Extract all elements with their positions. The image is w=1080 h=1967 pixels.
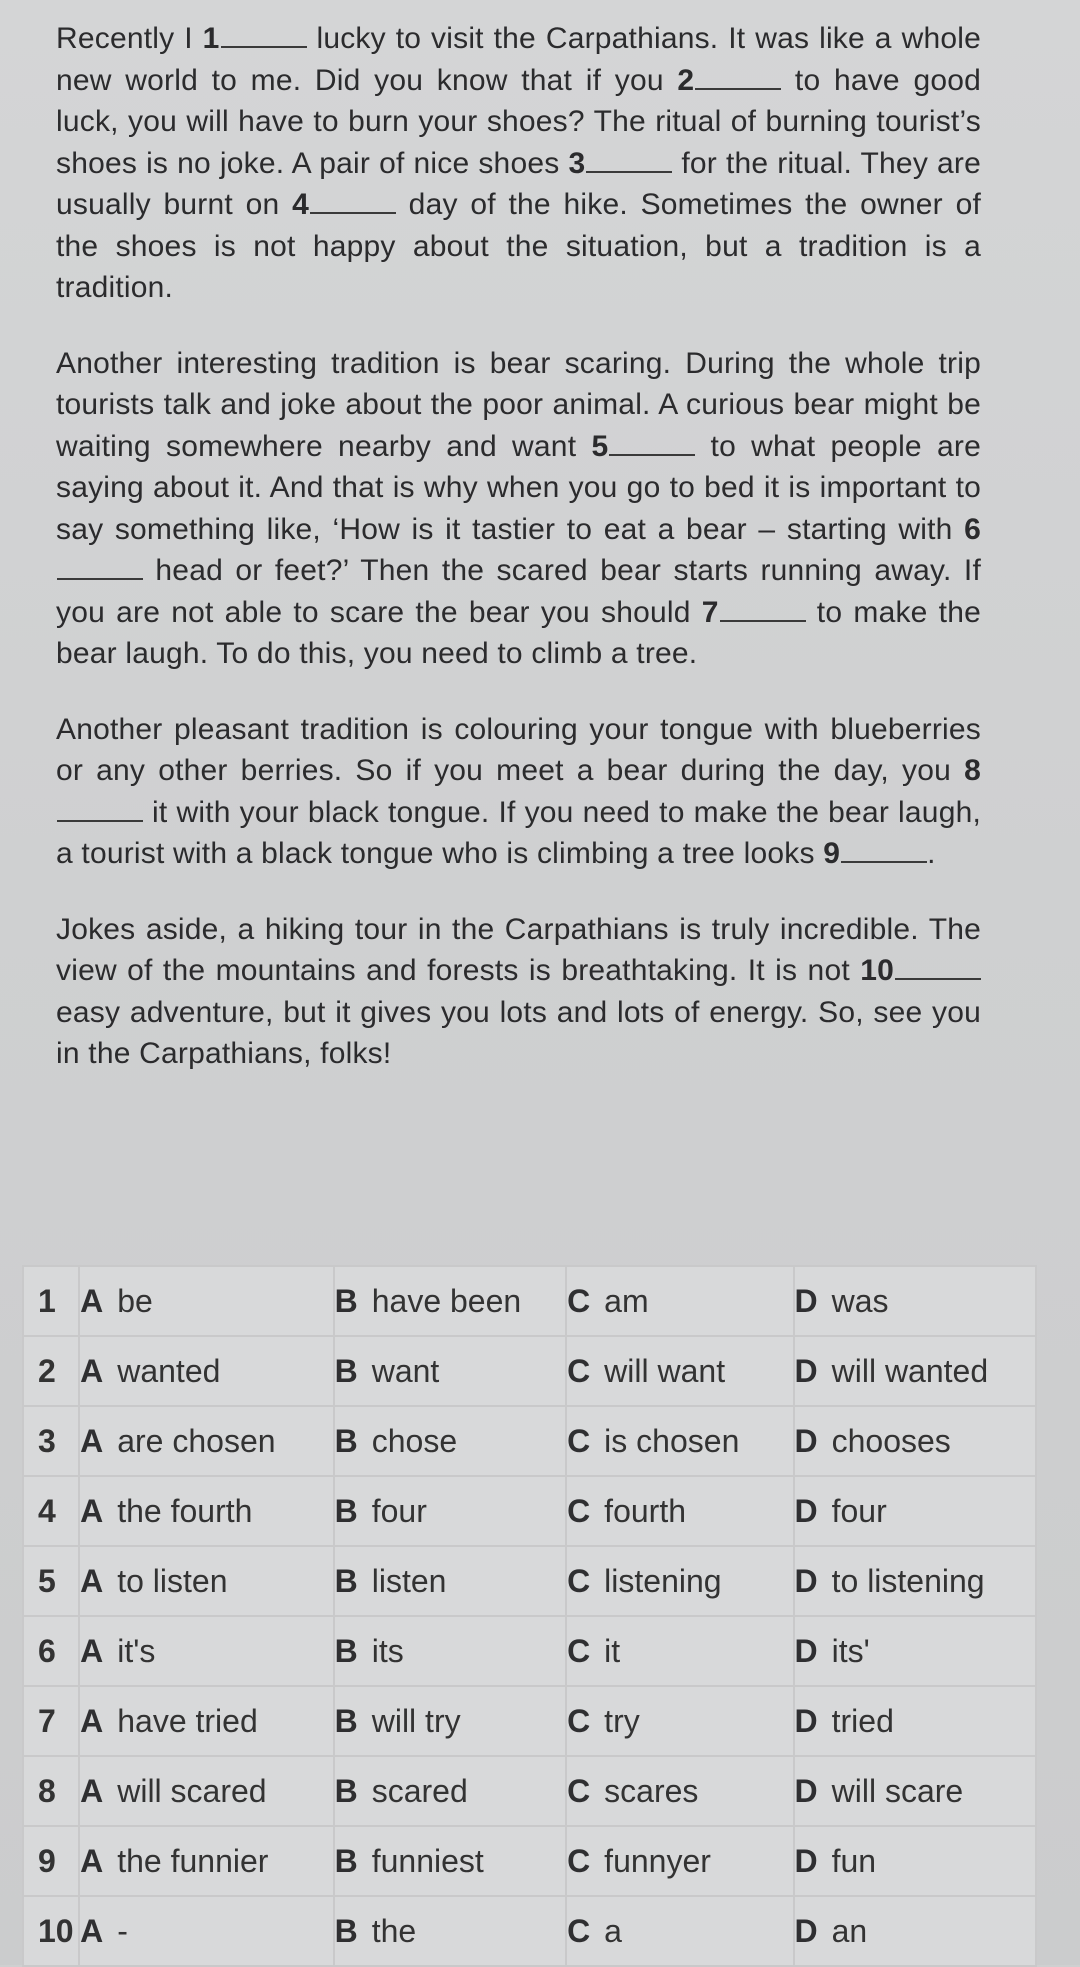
option-text: fun — [831, 1842, 877, 1879]
option-text: - — [117, 1912, 128, 1949]
option-row — [23, 1826, 1036, 1896]
option-text: will scare — [831, 1772, 964, 1809]
option-text: tried — [831, 1702, 894, 1739]
question-number: 1 — [23, 1266, 79, 1336]
option-b[interactable] — [334, 1826, 566, 1896]
option-d[interactable] — [794, 1616, 1037, 1686]
option-row — [23, 1336, 1036, 1406]
gap-blank[interactable] — [57, 818, 143, 822]
option-text: try — [604, 1702, 640, 1739]
option-text: will scared — [117, 1772, 267, 1809]
question-number: 3 — [23, 1406, 79, 1476]
option-letter: A — [80, 1492, 104, 1529]
option-text: it's — [117, 1632, 156, 1669]
option-letter: D — [794, 1492, 818, 1529]
option-text: was — [831, 1282, 889, 1319]
question-number: 6 — [23, 1616, 79, 1686]
gap-blank[interactable] — [221, 44, 307, 48]
option-letter: C — [567, 1422, 591, 1459]
option-letter: C — [567, 1352, 591, 1389]
option-b[interactable] — [334, 1476, 566, 1546]
option-b[interactable] — [334, 1266, 566, 1336]
option-d[interactable] — [794, 1476, 1037, 1546]
option-text: will want — [604, 1352, 726, 1389]
gap-number: 2 — [677, 63, 695, 97]
option-c[interactable] — [566, 1546, 793, 1616]
option-text: wanted — [117, 1352, 221, 1389]
option-text: the fourth — [117, 1492, 253, 1529]
option-row — [23, 1476, 1036, 1546]
option-b[interactable] — [334, 1896, 566, 1966]
option-letter: B — [334, 1422, 358, 1459]
option-letter: C — [567, 1912, 591, 1949]
option-text: chooses — [831, 1422, 951, 1459]
question-number: 8 — [23, 1756, 79, 1826]
question-number: 5 — [23, 1546, 79, 1616]
option-b[interactable] — [334, 1616, 566, 1686]
option-letter: B — [334, 1282, 358, 1319]
gap-number: 8 — [964, 754, 981, 787]
option-letter: B — [334, 1912, 358, 1949]
answer-options-table — [22, 1265, 1037, 1967]
option-text: chose — [371, 1422, 458, 1459]
passage-text: Jokes aside, a hiking tour in the Carpathians is truly incredible. The view of the mountains and forests is breathtaking. It is not — [56, 912, 981, 987]
option-letter: D — [794, 1912, 818, 1949]
gap-number: 4 — [292, 188, 309, 221]
option-text: scares — [604, 1772, 699, 1809]
gap-number: 5 — [591, 429, 609, 463]
passage-text: Another pleasant tradition is colouring your tongue with blueberries or any other berries. So if you meet a bear during the day, you — [56, 712, 981, 787]
question-number: 2 — [23, 1336, 79, 1406]
option-text: funnyer — [604, 1842, 711, 1879]
question-number: 4 — [23, 1476, 79, 1546]
passage-paragraph — [56, 909, 981, 1075]
option-text: is chosen — [604, 1422, 740, 1459]
option-b[interactable] — [334, 1406, 566, 1476]
option-d[interactable] — [794, 1896, 1037, 1966]
option-a[interactable] — [79, 1826, 334, 1896]
option-letter: C — [567, 1772, 591, 1809]
option-d[interactable] — [794, 1266, 1037, 1336]
option-letter: A — [80, 1772, 104, 1809]
option-letter: D — [794, 1772, 818, 1809]
gap-blank[interactable] — [57, 576, 143, 580]
option-a[interactable] — [79, 1756, 334, 1826]
question-number: 10 — [23, 1896, 79, 1966]
reading-passage — [56, 18, 981, 1075]
passage-text: Another interesting tradition is bear scaring. During the whole trip tourists talk and joke about the poor animal. A curious bear might be waiting somewhere nearby and want — [56, 346, 981, 463]
option-letter: B — [334, 1562, 358, 1599]
option-text: will try — [371, 1702, 461, 1739]
passage-text: easy adventure, but it gives you lots and lots of energy. So, see you in the Carpathians, folks! — [56, 995, 981, 1070]
option-c[interactable] — [566, 1616, 793, 1686]
option-text: listen — [371, 1562, 447, 1599]
passage-paragraph — [56, 18, 981, 309]
option-row — [23, 1406, 1036, 1476]
question-number: 7 — [23, 1686, 79, 1756]
option-letter: D — [794, 1282, 818, 1319]
option-c[interactable] — [566, 1896, 793, 1966]
option-text: its — [371, 1632, 404, 1669]
option-c[interactable] — [566, 1266, 793, 1336]
gap-blank[interactable] — [841, 859, 927, 863]
gap-number: 6 — [964, 512, 981, 546]
passage-text: to what people are saying about it. And that is why when you go to bed it is important to say something like, ‘How is it tastier to eat a bear – starting with — [56, 429, 981, 546]
option-letter: A — [80, 1562, 104, 1599]
option-text: listening — [604, 1562, 722, 1599]
gap-blank[interactable] — [310, 210, 396, 214]
option-a[interactable] — [79, 1546, 334, 1616]
option-text: four — [831, 1492, 887, 1529]
passage-text: day of the hike. Sometimes the owner of the shoes is not happy about the situation, but a tradition is a tradition. — [56, 188, 981, 304]
passage-text: for the ritual. They are usually burnt on — [56, 146, 981, 221]
option-text: the — [371, 1912, 417, 1949]
gap-blank[interactable] — [895, 976, 981, 980]
answer-options-body — [23, 1266, 1036, 1966]
option-text: are chosen — [117, 1422, 276, 1459]
option-text: will wanted — [831, 1352, 989, 1389]
option-letter: A — [80, 1702, 104, 1739]
option-a[interactable] — [79, 1406, 334, 1476]
option-d[interactable] — [794, 1406, 1037, 1476]
question-number: 9 — [23, 1826, 79, 1896]
option-d[interactable] — [794, 1826, 1037, 1896]
option-b[interactable] — [334, 1756, 566, 1826]
option-letter: D — [794, 1632, 818, 1669]
option-text: have been — [371, 1282, 522, 1319]
option-b[interactable] — [334, 1546, 566, 1616]
option-letter: C — [567, 1492, 591, 1529]
option-d[interactable] — [794, 1686, 1037, 1756]
option-letter: D — [794, 1842, 818, 1879]
option-text: its' — [831, 1632, 870, 1669]
gap-blank[interactable] — [609, 452, 695, 456]
option-text: fourth — [604, 1492, 686, 1529]
passage-paragraph — [56, 709, 981, 875]
passage-text: to have good luck, you will have to burn your shoes? The ritual of burning tourist’s shoes is no joke. A pair of nice shoes — [56, 63, 981, 180]
option-c[interactable] — [566, 1686, 793, 1756]
option-a[interactable] — [79, 1616, 334, 1686]
option-letter: B — [334, 1702, 358, 1739]
option-letter: A — [80, 1912, 104, 1949]
option-row — [23, 1896, 1036, 1966]
option-c[interactable] — [566, 1826, 793, 1896]
option-text: an — [831, 1912, 868, 1949]
option-row — [23, 1546, 1036, 1616]
option-a[interactable] — [79, 1336, 334, 1406]
option-letter: D — [794, 1352, 818, 1389]
option-d[interactable] — [794, 1336, 1037, 1406]
option-letter: A — [80, 1842, 104, 1879]
option-d[interactable] — [794, 1756, 1037, 1826]
option-letter: C — [567, 1632, 591, 1669]
passage-text: lucky to visit the Carpathians. It was like a whole new world to me. Did you know that if you — [56, 22, 981, 97]
option-row — [23, 1266, 1036, 1336]
option-text: have tried — [117, 1702, 258, 1739]
option-c[interactable] — [566, 1336, 793, 1406]
option-letter: A — [80, 1352, 104, 1389]
option-c[interactable] — [566, 1476, 793, 1546]
gap-number: 1 — [202, 22, 220, 55]
option-letter: B — [334, 1842, 358, 1879]
option-a[interactable] — [79, 1266, 334, 1336]
option-letter: B — [334, 1492, 358, 1529]
option-text: want — [371, 1352, 440, 1389]
option-letter: D — [794, 1562, 818, 1599]
option-row — [23, 1756, 1036, 1826]
gap-number: 7 — [701, 595, 719, 629]
option-c[interactable] — [566, 1756, 793, 1826]
option-a[interactable] — [79, 1686, 334, 1756]
option-letter: B — [334, 1352, 358, 1389]
option-row — [23, 1616, 1036, 1686]
option-text: to listening — [831, 1562, 985, 1599]
option-text: four — [371, 1492, 427, 1529]
option-text: it — [604, 1632, 621, 1669]
option-c[interactable] — [566, 1406, 793, 1476]
passage-text: to make the bear laugh. To do this, you need to climb a tree. — [56, 595, 981, 670]
option-letter: B — [334, 1772, 358, 1809]
option-text: be — [117, 1282, 153, 1319]
option-letter: A — [80, 1282, 104, 1319]
passage-text: . — [927, 837, 936, 870]
option-letter: C — [567, 1842, 591, 1879]
gap-blank[interactable] — [586, 169, 672, 173]
option-letter: D — [794, 1422, 818, 1459]
option-a[interactable] — [79, 1896, 334, 1966]
option-letter: C — [567, 1282, 591, 1319]
passage-paragraph — [56, 343, 981, 675]
gap-blank[interactable] — [720, 618, 806, 622]
option-text: the funnier — [117, 1842, 269, 1879]
passage-text: it with your black tongue. If you need to make the bear laugh, a tourist with a black tongue who is climbing a tree looks — [56, 795, 981, 870]
option-text: a — [604, 1912, 622, 1949]
option-b[interactable] — [334, 1686, 566, 1756]
option-d[interactable] — [794, 1546, 1037, 1616]
gap-number: 3 — [568, 146, 586, 180]
option-text: am — [604, 1282, 649, 1319]
gap-number: 9 — [823, 837, 841, 870]
option-letter: C — [567, 1562, 591, 1599]
passage-text: Recently I — [56, 22, 203, 55]
passage-text: head or feet?’ Then the scared bear starts running away. If you are not able to scare the bear you should — [56, 554, 981, 629]
option-letter: A — [80, 1422, 104, 1459]
option-text: to listen — [117, 1562, 228, 1599]
option-letter: B — [334, 1632, 358, 1669]
option-letter: C — [567, 1702, 591, 1739]
option-b[interactable] — [334, 1336, 566, 1406]
option-row — [23, 1686, 1036, 1756]
option-text: funniest — [371, 1842, 484, 1879]
option-letter: D — [794, 1702, 818, 1739]
option-text: scared — [371, 1772, 468, 1809]
option-letter: A — [80, 1632, 104, 1669]
option-a[interactable] — [79, 1476, 334, 1546]
gap-number: 10 — [860, 954, 894, 987]
gap-blank[interactable] — [695, 86, 781, 90]
